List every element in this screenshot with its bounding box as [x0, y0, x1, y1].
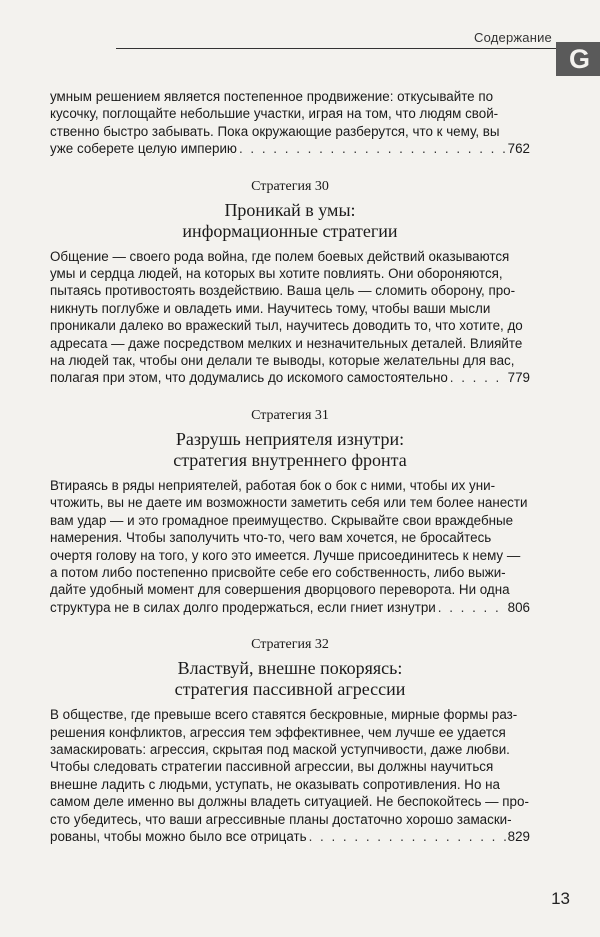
entry-line: ственно быстро забывать. Пока окружающие разберутся, что к чему, вы	[50, 123, 500, 139]
strategy-label: Стратегия 31	[251, 407, 329, 423]
entry-line: а потом либо постепенно присвойте себе его собственность, либо выжи-	[50, 564, 506, 580]
strategy-title-line: Властвуй, внешне покоряясь:	[177, 658, 403, 679]
toc-content	[50, 88, 530, 845]
header-rule	[116, 48, 556, 49]
entry-line: сто убедитесь, что ваши агрессивные планы достаточно хорошо замаски-	[50, 811, 512, 827]
entry-line: адресата — даже посредством мелких и незначительных деталей. Влияйте	[50, 335, 523, 351]
toc-entry-strategy-30	[50, 178, 530, 387]
entry-line: решения конфликтов, агрессия тем эффективнее, чем лучше ее удается	[50, 724, 506, 740]
entry-page-ref[interactable]: 779	[507, 370, 530, 386]
entry-line: чтожить, вы не даете им возможности заметить себя или тем более нанести	[50, 495, 528, 511]
entry-line: замаскировать: агрессия, скрытая под маской уступчивости, даже любви.	[50, 741, 510, 757]
leader-dots	[239, 140, 506, 157]
entry-last-line: рованы, чтобы можно было все отрицать	[50, 828, 307, 844]
leader-dots	[309, 828, 506, 845]
entry-line: внешне ладить с людьми, уступать, не оказывать сопротивления. Но на	[50, 776, 500, 792]
entry-last-line: уже соберете целую империю	[50, 141, 237, 157]
strategy-title-line: стратегия внутреннего фронта	[173, 449, 407, 470]
entry-page-ref[interactable]: 806	[507, 599, 530, 615]
entry-line: самом деле именно вы должны владеть ситуацией. Не беспокойтесь — про-	[50, 794, 529, 810]
toc-entry-strategy-31	[50, 407, 530, 616]
strategy-title-line: Проникай в умы:	[224, 199, 356, 220]
running-header-title: Содержание	[474, 30, 552, 45]
strategy-title-line: информационные стратегии	[182, 220, 398, 241]
entry-last-line: структура не в силах долго продержаться, если гниет изнутри	[50, 599, 436, 615]
entry-line: Втираясь в ряды неприятелей, работая бок о бок с ними, чтобы их уни-	[50, 477, 496, 493]
entry-leader-line[interactable]	[50, 599, 530, 616]
entry-line: никнуть поглубже и овладеть ими. Научитесь тому, чтобы ваши мысли	[50, 300, 491, 316]
entry-line: дайте удобный момент для совершения дворцового переворота. Ни одна	[50, 582, 510, 598]
page-number: 13	[551, 889, 570, 908]
entry-leader-line[interactable]	[50, 369, 530, 386]
entry-line: умы и сердца людей, на которых вы хотите повлиять. Они обороняются,	[50, 266, 503, 282]
entry-leader-line[interactable]	[50, 140, 530, 157]
entry-line: на людей так, чтобы они делали те выводы, которые желательны для вас,	[50, 353, 515, 369]
toc-entry-strategy-32	[50, 636, 530, 845]
leader-dots	[438, 599, 506, 616]
entry-line: Общение — своего рода война, где полем боевых действий оказываются	[50, 248, 510, 264]
strategy-label: Стратегия 30	[251, 178, 329, 194]
entry-line: В обществе, где превыше всего ставятся бескровные, мирные формы раз-	[50, 707, 518, 723]
entry-last-line: полагая при этом, что додумались до искомого самостоятельно	[50, 370, 448, 386]
entry-line: кусочку, поглощайте небольшие участки, играя на том, что людям свой-	[50, 106, 499, 122]
toc-entry-intro	[50, 88, 530, 158]
entry-line: проникали далеко во вражеский тыл, научитесь доводить то, что хотите, до	[50, 318, 523, 334]
entry-page-ref[interactable]: 762	[507, 141, 530, 157]
entry-page-ref[interactable]: 829	[507, 828, 530, 844]
entry-line: пытаясь противостоять воздействию. Ваша цель — сломить оборону, про-	[50, 283, 516, 299]
entry-line: очертя голову на того, у кого это имеется. Лучше присоединитесь к нему —	[50, 547, 521, 563]
entry-line: Чтобы следовать стратегии пассивной агрессии, вы должны научиться	[50, 759, 494, 775]
strategy-title[interactable]	[50, 429, 530, 471]
strategy-title-line: стратегия пассивной агрессии	[174, 679, 406, 700]
strategy-label: Стратегия 32	[251, 637, 329, 653]
strategy-title[interactable]	[50, 658, 530, 700]
strategy-title[interactable]	[50, 200, 530, 242]
entry-line: намерения. Чтобы заполучить что-то, чего вам хочется, не бросайтесь	[50, 530, 492, 546]
entry-line: вам удар — и это громадное преимущество. Скрывайте свои враждебные	[50, 512, 514, 528]
entry-line: умным решением является постепенное продвижение: откусывайте по	[50, 89, 494, 104]
strategy-title-line: Разрушь неприятеля изнутри:	[175, 428, 405, 449]
leader-dots	[450, 369, 506, 386]
section-tab-letter: G	[568, 44, 590, 74]
entry-leader-line[interactable]	[50, 828, 530, 845]
